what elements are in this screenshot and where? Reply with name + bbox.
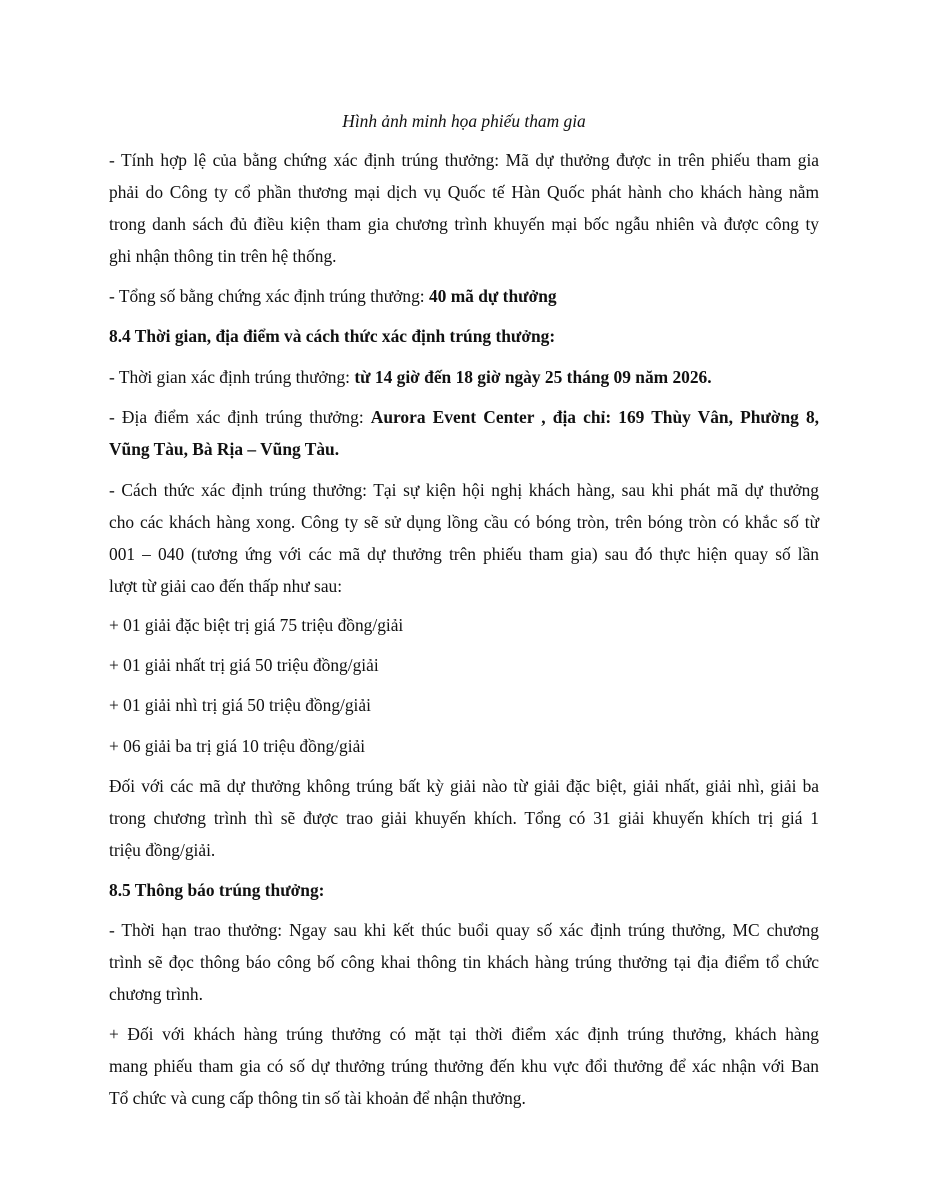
heading-text: 8.5 Thông báo trúng thưởng: bbox=[109, 880, 325, 900]
paragraph-line: trong chương trình thì sẽ được trao giải khuyến khích. Tổng có 31 giải khuyến khích trị giá 1 bbox=[109, 808, 819, 828]
paragraph-line: triệu đồng/giải. bbox=[109, 840, 216, 860]
paragraph-line: 001 – 040 (tương ứng với các mã dự thưởng trên phiếu tham gia) sau đó thực hiện quay số lần bbox=[109, 544, 819, 564]
paragraph-line: - Tính hợp lệ của bằng chứng xác định trúng thưởng: Mã dự thưởng được in trên phiếu tham gia bbox=[109, 150, 819, 170]
paragraph-line: Đối với các mã dự thưởng không trúng bất kỳ giải nào từ giải đặc biệt, giải nhất, giải nhì, giải ba bbox=[109, 776, 819, 796]
prize-item: + 06 giải ba trị giá 10 triệu đồng/giải bbox=[109, 736, 366, 756]
prize-item: + 01 giải nhất trị giá 50 triệu đồng/giải bbox=[109, 655, 379, 675]
total-evidence-line bbox=[109, 285, 557, 307]
location-value: Aurora Event Center , địa chỉ: 169 Thùy Vân, Phường 8, bbox=[370, 407, 819, 427]
paragraph-line: + Đối với khách hàng trúng thưởng có mặt tại thời điểm xác định trúng thưởng, khách hàng bbox=[109, 1024, 819, 1044]
paragraph-line: chương trình. bbox=[109, 984, 203, 1004]
paragraph-line: Tổ chức và cung cấp thông tin số tài khoản để nhận thưởng. bbox=[109, 1088, 526, 1108]
location-line-2 bbox=[109, 438, 339, 460]
prize-item: + 01 giải nhì trị giá 50 triệu đồng/giải bbox=[109, 695, 371, 715]
paragraph-line: lượt từ giải cao đến thấp như sau: bbox=[109, 576, 343, 596]
paragraph-line: trình sẽ đọc thông báo công bố công khai thông tin khách hàng trúng thưởng tại địa điểm tổ chức bbox=[109, 952, 819, 972]
location-value-2: Vũng Tàu, Bà Rịa – Vũng Tàu. bbox=[109, 439, 340, 459]
heading-text: 8.4 Thời gian, địa điểm và cách thức xác định trúng thưởng: bbox=[109, 326, 556, 346]
section-8-4-heading bbox=[109, 325, 555, 347]
location-line bbox=[109, 406, 819, 428]
paragraph-line: - Thời hạn trao thưởng: Ngay sau khi kết thúc buổi quay số xác định trúng thưởng, MC chương bbox=[109, 920, 819, 940]
section-8-5-heading bbox=[109, 879, 324, 901]
paragraph-line: phải do Công ty cổ phần thương mại dịch vụ Quốc tế Hàn Quốc phát hành cho khách hàng nằm bbox=[109, 182, 819, 202]
prize-item: + 01 giải đặc biệt trị giá 75 triệu đồng/giải bbox=[109, 615, 404, 635]
paragraph-line: trong danh sách đủ điều kiện tham gia chương trình khuyến mại bốc ngẫu nhiên và được công ty bbox=[109, 214, 819, 234]
figure-caption: Hình ảnh minh họa phiếu tham gia bbox=[342, 111, 586, 131]
total-evidence-value: 40 mã dự thưởng bbox=[428, 286, 557, 306]
location-label: - Địa điểm xác định trúng thưởng: bbox=[109, 407, 371, 427]
paragraph-line: cho các khách hàng xong. Công ty sẽ sử dụng lồng cầu có bóng tròn, trên bóng tròn có khắc số từ bbox=[109, 512, 819, 532]
total-evidence-label: - Tổng số bằng chứng xác định trúng thưởng: bbox=[109, 286, 429, 306]
paragraph-line: ghi nhận thông tin trên hệ thống. bbox=[109, 246, 337, 266]
time-label: - Thời gian xác định trúng thưởng: bbox=[109, 367, 355, 387]
paragraph-line: mang phiếu tham gia có số dự thưởng trúng thưởng đến khu vực đổi thưởng để xác nhận với Ban bbox=[109, 1056, 819, 1076]
paragraph-line: - Cách thức xác định trúng thưởng: Tại sự kiện hội nghị khách hàng, sau khi phát mã dự thưởng bbox=[109, 480, 819, 500]
time-value: từ 14 giờ đến 18 giờ ngày 25 tháng 09 năm 2026. bbox=[354, 367, 712, 387]
time-line bbox=[109, 366, 712, 388]
